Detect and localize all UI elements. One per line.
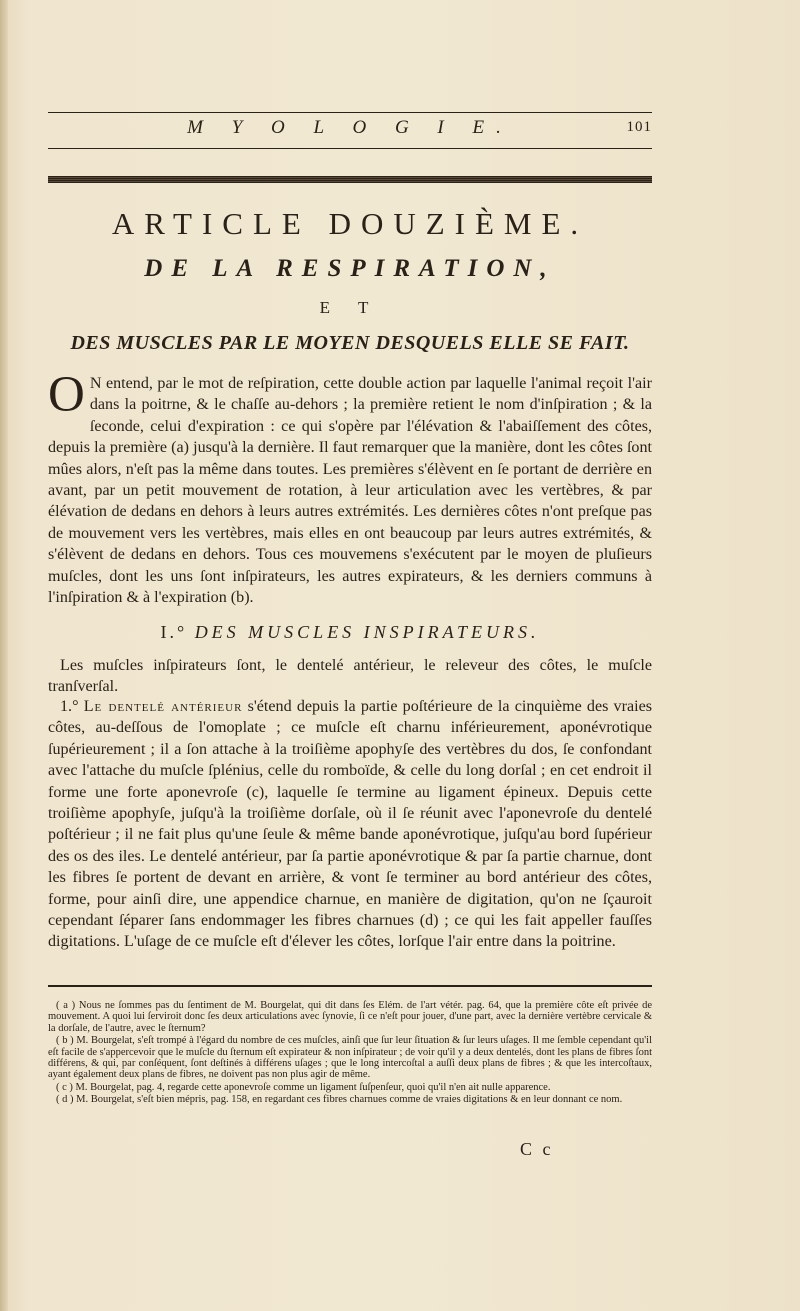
intro-paragraph <box>48 367 652 608</box>
article-title: ARTICLE DOUZIÈME. <box>111 206 589 241</box>
footnote: ( d ) M. Bourgelat, s'eſt bien mépris, pag. 158, en regardant ces fibres charnues comme de vraies digitations & en leur donnant ce nom. <box>56 1094 623 1106</box>
intro-text: N entend, par le mot de reſpiration, cette double action par laquelle l'animal reçoit l'air dans la poitrne, & le chaſſe au-dehors ; la première retient le nom d'inſpiration ; & la ſeconde, celui d'expiration : ce qui s'opère par l'élévation & l'abaiſſement des côtes, depuis la première (a) jusqu'à la dernière. Il faut remarquer que la manière, dont les côtes ſont mûes alors, n'eſt pas la même dans toutes. Les premières s'élèvent en ſe portant de derrière en avant, par un petit mouvement de rotation, à leur articulation avec les vertèbres, & par élévation de dedans en dehors à leurs autres extrémités. Les dernières côtes n'ont preſque pas de mouvement vers les vertèbres, mais elles en ont beaucoup par leurs autres extrémités, & s'élèvent de dedans en dehors. Tous ces mouvemens s'exécutent par le moyen de pluſieurs muſcles, dont les uns ſont inſpirateurs, les autres expirateurs, & les derniers communs à l'inſpiration & à l'expiration (b). <box>48 375 652 607</box>
header-rule <box>48 148 652 149</box>
footnotes <box>48 1000 652 1107</box>
running-header <box>48 117 652 141</box>
page-spine-shadow <box>0 0 8 1311</box>
article-subtitle-2: DES MUSCLES PAR LE MOYEN DESQUELS ELLE SE FAIT. <box>70 332 630 354</box>
footnote: ( b ) M. Bourgelat, s'eſt trompé à l'égard du nombre de ces muſcles, ainſi que ſur leur ſituation & ſur leurs uſages. Il me ſemble cependant qu'il eſt facile de s'appercevoir que le muſcle du ſternum eſt expirateur & non inſpirateur ; de voir qu'il y a deux dentelés, dont les plans de fibres ſont différens, & qui, par conſéquent, ſont deſtinés à différens uſages ; que le long intercoſtal a auſſi deux plans de fibres ; & que les intercoſtaux, ayant également deux plans de fibres, ne doivent pas non plus agir de même. <box>48 1035 652 1081</box>
drop-cap: O <box>48 367 85 423</box>
section-heading <box>48 622 652 643</box>
muscle-name: Le dentelé antérieur <box>83 698 243 715</box>
ornamental-band <box>48 176 652 183</box>
footnote-rule <box>48 985 652 987</box>
page-number: 101 <box>626 119 652 135</box>
section-number: I.° <box>160 622 188 642</box>
footnote: ( a ) Nous ne ſommes pas du ſentiment de M. Bourgelat, qui dit dans ſes Elém. de l'art vétér. pag. 64, que la première côte eſt privée de mouvement. A quoi lui ſerviroit donc ſes deux articulations avec ſynovie, ſi ce n'eſt pour jouer, d'une part, avec la dernière vertèbre cervicale & la dorſale, de l'autre, avec le ſternum? <box>48 1000 652 1034</box>
signature-mark: C c <box>520 1139 554 1159</box>
section-title: DES MUSCLES INSPIRATEURS. <box>194 622 540 642</box>
paragraph-dentele-text: s'étend depuis la partie poſtérieure de la cinquième des vraies côtes, au-deſſous de l'omoplate ; ce muſcle eſt charnu inférieurement, aponévrotique ſupérieurement ; il a ſon attache à la troiſième apophyſe des vertèbres du dos, ſe confondant avec l'attache du muſcle ſplénius, celle du romboïde, & celle du long dorſal ; en cet endroit il forme une forte aponevroſe (c), laquelle ſe termine au ligament épineux. Depuis cette troiſième apophyſe, juſqu'à la troiſième dorſale, où il ſe réunit avec l'aponevroſe du dentelé poſtérieur ; il ne fait plus qu'une ſeule & même bande aponévrotique, juſqu'au bord ſupérieur des os des iles. Le dentelé antérieur, par ſa partie aponévrotique & par ſa partie charnue, dont les fibres ſe portent de devant en arrière, & vont ſe terminer au bord antérieur des côtes, forme, pour ainſi dire, une appendice charnue, en manière de digitation, qu'on ne ſçauroit cependant ſéparer ſans endommager les fibres charnues (d) ; ce qui les fait appeller fauſſes digitations. L'uſage de ce muſcle eſt d'élever les côtes, lorſque l'air entre dans la poitrine. <box>48 698 652 951</box>
top-rule <box>48 112 652 113</box>
article-conjunction: E T <box>319 298 381 317</box>
paragraph-dentele <box>48 696 652 953</box>
running-head: M Y O L O G I E. <box>187 117 513 138</box>
footnote: ( c ) M. Bourgelat, pag. 4, regarde cette aponevroſe comme un ligament ſuſpenſeur, quoi qu'il n'en ait nulle apparence. <box>56 1081 551 1093</box>
paragraph-muscles-list: Les muſcles inſpirateurs ſont, le dentelé antérieur, le releveur des côtes, le muſcle tranſverſal. <box>48 657 652 696</box>
article-subtitle: DE LA RESPIRATION, <box>144 255 556 282</box>
item-number: 1.° <box>60 698 79 715</box>
